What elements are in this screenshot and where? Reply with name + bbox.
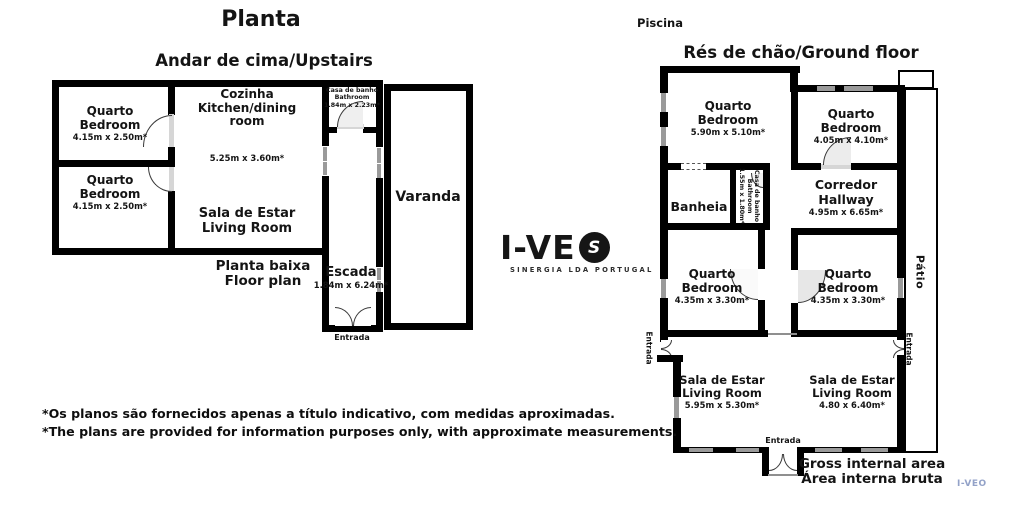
opening-sill: [768, 333, 797, 335]
door-arc: [353, 307, 371, 326]
room-label-gf-bedroom3: Quarto Bedroom 4.35m x 3.30m*: [674, 267, 750, 305]
opening-sill: [768, 474, 798, 476]
room-label-gf-bedroom2: Quarto Bedroom 4.05m x 4.10m*: [813, 107, 889, 145]
brand-logo-text: I-VE: [500, 228, 576, 267]
room-label-stairs: Escada 1.84m x 6.24m*: [313, 265, 389, 290]
entrance-label-upstairs: Entrada: [334, 333, 370, 342]
wall: [763, 163, 770, 230]
entrance-label-right: Entrada: [904, 332, 914, 366]
entrance-label-bottom: Entrada: [765, 436, 801, 445]
wall: [660, 223, 770, 230]
room-label-gf-bedroom4: Quarto Bedroom 4.35m x 3.30m*: [810, 267, 886, 305]
door-arc: [769, 454, 783, 471]
wall: [660, 163, 681, 170]
watermark-logo: I-VEO: [957, 479, 987, 489]
disclaimer-line-pt: *Os planos são fornecidos apenas a título indicativo, com medidas aproximadas.: [42, 406, 615, 421]
wall: [168, 147, 175, 167]
window-marker: [323, 162, 327, 175]
pool-label: Piscina: [637, 16, 683, 30]
wall: [660, 330, 768, 337]
wall: [758, 230, 765, 269]
room-label-hallway: Corredor Hallway 4.95m x 6.65m*: [808, 177, 884, 217]
room-label-banheia: Banheia: [670, 199, 728, 214]
brand-tagline: SINERGIA LDA PORTUGAL: [510, 266, 654, 274]
wall: [52, 80, 383, 87]
wall: [730, 170, 736, 230]
window-marker: [323, 147, 327, 161]
wall: [851, 163, 905, 170]
room-label-balcony: Varanda: [395, 189, 461, 205]
disclaimer-line-en: *The plans are provided for information purposes only, with approximate measurements.: [42, 424, 678, 439]
room-label-bathroom: Casa de banho Bathroom 1.84m x 2.23m*: [324, 87, 380, 109]
wall: [52, 160, 174, 167]
window-marker: [661, 279, 666, 298]
door-arc: [335, 307, 353, 326]
room-label-small-bathroom: Casa de banho Bathroom 1.55m x 1.80m*: [738, 168, 761, 224]
wall: [52, 80, 59, 255]
door-arc: [148, 167, 172, 192]
window-marker: [844, 86, 873, 91]
window-marker: [661, 93, 666, 112]
window-marker: [815, 448, 842, 452]
room-label-gf-bedroom1: Quarto Bedroom 5.90m x 5.10m*: [690, 99, 766, 137]
wall: [791, 163, 821, 170]
window-marker: [689, 448, 713, 452]
window-marker: [898, 278, 903, 298]
wall: [322, 325, 383, 332]
left-plan-title: Planta: [221, 7, 301, 32]
wall: [791, 235, 798, 270]
wall: [791, 66, 798, 170]
brand-logo: [500, 228, 610, 267]
room-label-bedroom1: Quarto Bedroom 4.15m x 2.50m*: [72, 104, 148, 142]
room-label-patio: Pátio: [913, 254, 927, 290]
wall: [52, 248, 329, 255]
wall: [897, 355, 905, 453]
gross-area-label: Gross internal area Área interna bruta: [798, 456, 946, 487]
wall: [168, 191, 175, 248]
window-marker: [661, 127, 666, 146]
brand-logo-icon: S: [579, 232, 610, 263]
room-dims-kitchen: 5.25m x 3.60m*: [209, 153, 285, 163]
room-label-living2: Sala de Estar Living Room 4.80 x 6.40m*: [809, 373, 895, 410]
wall: [897, 85, 905, 278]
door-arc: [661, 340, 672, 349]
wall: [791, 228, 905, 235]
window-marker: [377, 164, 381, 178]
room-label-bedroom2: Quarto Bedroom 4.15m x 2.50m*: [72, 173, 148, 211]
door-arc: [893, 340, 904, 349]
window-marker: [377, 148, 381, 163]
entrance-label-left: Entrada: [644, 331, 654, 365]
wall: [797, 447, 905, 453]
left-plan-subtitle: Andar de cima/Upstairs: [155, 51, 373, 70]
wall: [660, 66, 668, 93]
window-marker: [674, 397, 679, 418]
wall: [376, 178, 383, 267]
room-label-living1: Sala de Estar Living Room 5.95m x 5.30m*: [679, 373, 765, 410]
wall: [329, 127, 337, 133]
room-label-living: Sala de Estar Living Room: [198, 206, 296, 236]
door-arc: [783, 454, 797, 471]
room-label-kitchen: Cozinha Kitchen/dining room: [197, 87, 297, 128]
door-arc: [143, 115, 172, 147]
wall: [322, 176, 329, 332]
wall-opening: [681, 163, 706, 170]
window-marker: [817, 86, 835, 91]
wall: [660, 112, 668, 127]
window-marker: [861, 448, 888, 452]
right-plan-title: Rés de chão/Ground floor: [683, 43, 919, 62]
balcony-outline: [384, 84, 473, 330]
wall: [363, 127, 377, 133]
window-marker: [736, 448, 759, 452]
wall: [797, 330, 905, 337]
wall: [168, 80, 175, 115]
wall: [660, 66, 800, 73]
wall: [762, 447, 769, 476]
left-plan-caption: Planta baixa Floor plan: [215, 258, 311, 289]
